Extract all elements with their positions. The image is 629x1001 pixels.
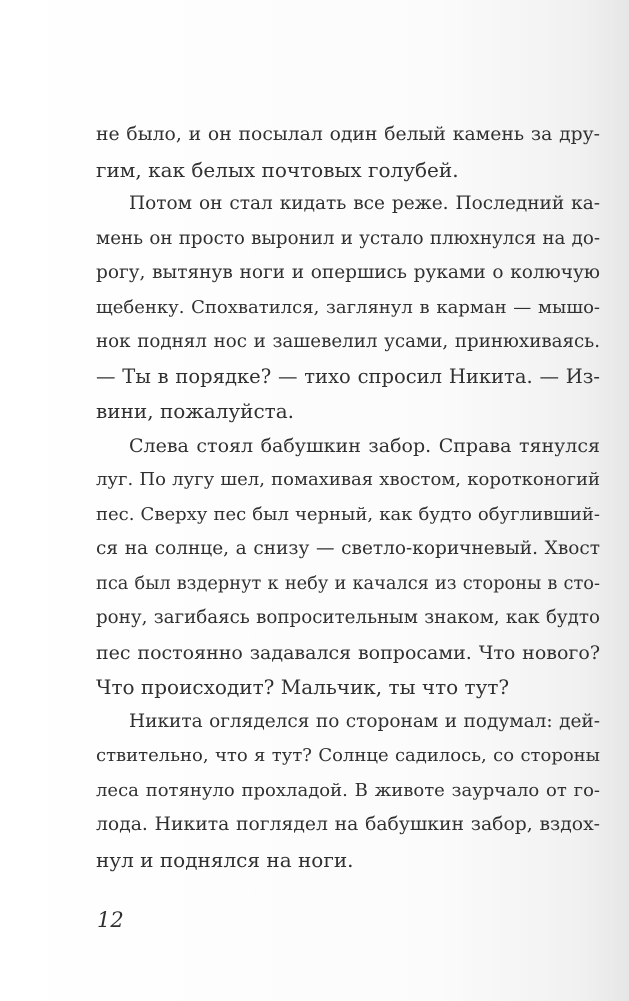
text-line: Что происходит? Мальчик, ты что тут? (96, 675, 510, 699)
text-line: щебенку. Спохватился, заглянул в карман — мышо- (96, 296, 600, 318)
text-line: Слева стоял бабушкин забор. Справа тянулся (129, 434, 600, 457)
text-line: нул и поднялся на ноги. (96, 847, 354, 872)
text-line: пес. Сверху пес был черный, как будто обугливший- (96, 503, 600, 525)
text-line: пес постоянно задавался вопросами. Что нового? (96, 641, 600, 664)
body-text (96, 118, 600, 877)
text-line: мень он просто выронил и устало плюхнулся на до- (96, 227, 600, 249)
text-line: нок поднял нос и зашевелил усами, принюхиваясь. (96, 331, 600, 352)
text-line: ся на солнце, а снизу — светло-коричневый. Хвост (96, 538, 600, 559)
text-line: леса потянуло прохладой. В животе заурчало от го- (96, 779, 600, 801)
text-line: Потом он стал кидать все реже. Последний ка- (129, 193, 600, 214)
text-line: гим, как белых почтовых голубей. (96, 157, 459, 182)
text-line: не было, и он посылал один белый камень за дру- (96, 124, 600, 145)
text-line: вини, пожалуйста. (96, 399, 295, 423)
text-line: луг. По лугу шел, помахивая хвостом, коротконогий (96, 469, 600, 490)
text-line: рону, загибаясь вопросительным знаком, как будто (96, 607, 600, 628)
text-line: пса был вздернут к небу и качался из стороны в сто- (96, 573, 600, 594)
text-line: лода. Никита поглядел на бабушкин забор, вздох- (96, 814, 600, 835)
text-line: ствительно, что я тут? Солнце садилось, со стороны (96, 745, 600, 766)
text-line: Никита огляделся по сторонам и подумал: дей- (129, 710, 600, 732)
page-number: 12 (97, 908, 124, 932)
text-line: — Ты в порядке? — тихо спросил Никита. — Из- (96, 364, 600, 388)
text-line: рогу, вытянув ноги и опершись руками о колючую (96, 262, 600, 283)
